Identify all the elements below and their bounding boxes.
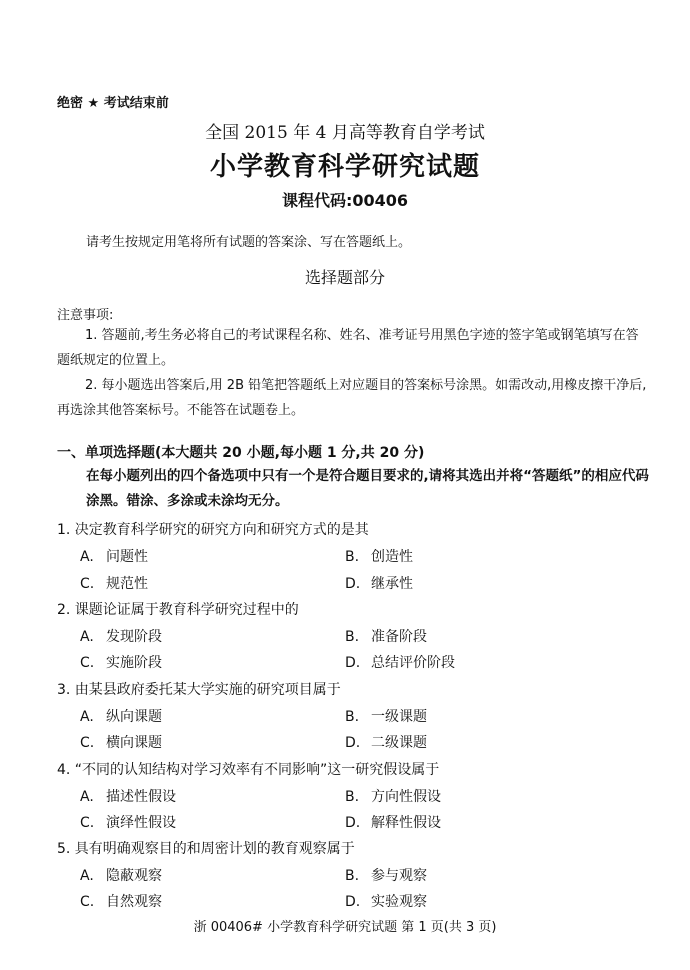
page-title: 小学教育科学研究试题 [209,152,480,182]
question-option [345,652,455,672]
question-stem: 4. “不同的认知结构对学习效率有不同影响”这一研究假设属于 [57,762,440,778]
option-text: 方向性假设 [371,789,441,805]
general-instruction: 请考生按规定用笔将所有试题的答案涂、写在答题纸上。 [86,235,412,250]
option-label: D. [345,735,361,751]
question-option [80,891,162,911]
question-option [80,865,162,885]
option-label: B. [345,789,360,805]
question-stem: 3. 由某县政府委托某大学实施的研究项目属于 [57,682,341,698]
question-option [345,573,413,593]
section-heading: 选择题部分 [304,268,385,287]
option-text: 纵向课题 [106,709,162,725]
part-heading: 一、单项选择题(本大题共 20 小题,每小题 1 分,共 20 分) [57,445,425,461]
option-label: C. [80,735,95,751]
option-text: 总结评价阶段 [371,655,455,671]
option-label: C. [80,894,95,910]
part-description: 在每小题列出的四个备选项中只有一个是符合题目要求的,请将其选出并将“答题纸”的相应代码涂黑。错涂、多涂或未涂均无分。 [86,468,649,509]
confidential-label: 绝密 ★ 考试结束前 [57,96,169,111]
option-label: B. [345,549,360,565]
page-footer: 浙 00406# 小学教育科学研究试题 第 1 页(共 3 页) [193,920,497,935]
option-text: 演绎性假设 [106,815,176,831]
option-text: 继承性 [371,576,413,592]
question-stem: 2. 课题论证属于教育科学研究过程中的 [57,602,299,618]
question-option [80,652,162,672]
question-option [345,891,427,911]
question-option [80,786,176,806]
option-text: 实验观察 [371,894,427,910]
question-option [345,865,427,885]
option-label: B. [345,629,360,645]
option-text: 解释性假设 [371,815,441,831]
question-option [345,732,427,752]
option-label: A. [80,549,94,565]
notes-heading: 注意事项: [57,308,114,323]
option-label: B. [345,868,360,884]
question-option [80,706,162,726]
option-text: 隐蔽观察 [106,868,162,884]
option-label: A. [80,789,94,805]
option-text: 问题性 [106,549,148,565]
option-text: 准备阶段 [371,629,427,645]
option-text: 二级课题 [371,735,427,751]
option-label: A. [80,629,94,645]
exam-session-line: 全国 2015 年 4 月高等教育自学考试 [205,123,485,143]
question-option [80,546,148,566]
option-text: 规范性 [106,576,148,592]
option-text: 横向课题 [106,735,162,751]
option-label: B. [345,709,360,725]
option-text: 参与观察 [371,868,427,884]
question-option [345,706,427,726]
option-text: 描述性假设 [106,789,176,805]
option-label: C. [80,655,95,671]
option-label: A. [80,868,94,884]
note-item: 1. 答题前,考生务必将自己的考试课程名称、姓名、准考证号用黑色字迹的签字笔或钢笔填写在答题纸规定的位置上。 [57,328,639,368]
option-text: 创造性 [371,549,413,565]
option-text: 自然观察 [106,894,162,910]
option-label: C. [80,576,95,592]
option-label: D. [345,655,361,671]
question-option [345,812,441,832]
option-text: 一级课题 [371,709,427,725]
course-code: 课程代码:00406 [281,191,409,210]
question-option [80,732,162,752]
option-label: D. [345,894,361,910]
question-option [80,626,162,646]
option-label: C. [80,815,95,831]
option-label: A. [80,709,94,725]
question-option [345,626,427,646]
question-option [345,786,441,806]
question-stem: 5. 具有明确观察目的和周密计划的教育观察属于 [57,841,355,857]
question-stem: 1. 决定教育科学研究的研究方向和研究方式的是其 [57,522,369,538]
option-text: 发现阶段 [106,629,162,645]
question-option [80,812,176,832]
option-label: D. [345,576,361,592]
note-item: 2. 每小题选出答案后,用 2B 铅笔把答题纸上对应题目的答案标号涂黑。如需改动,用橡皮擦干净后,再选涂其他答案标号。不能答在试题卷上。 [57,378,647,418]
option-text: 实施阶段 [106,655,162,671]
question-option [80,573,148,593]
option-label: D. [345,815,361,831]
question-option [345,546,413,566]
